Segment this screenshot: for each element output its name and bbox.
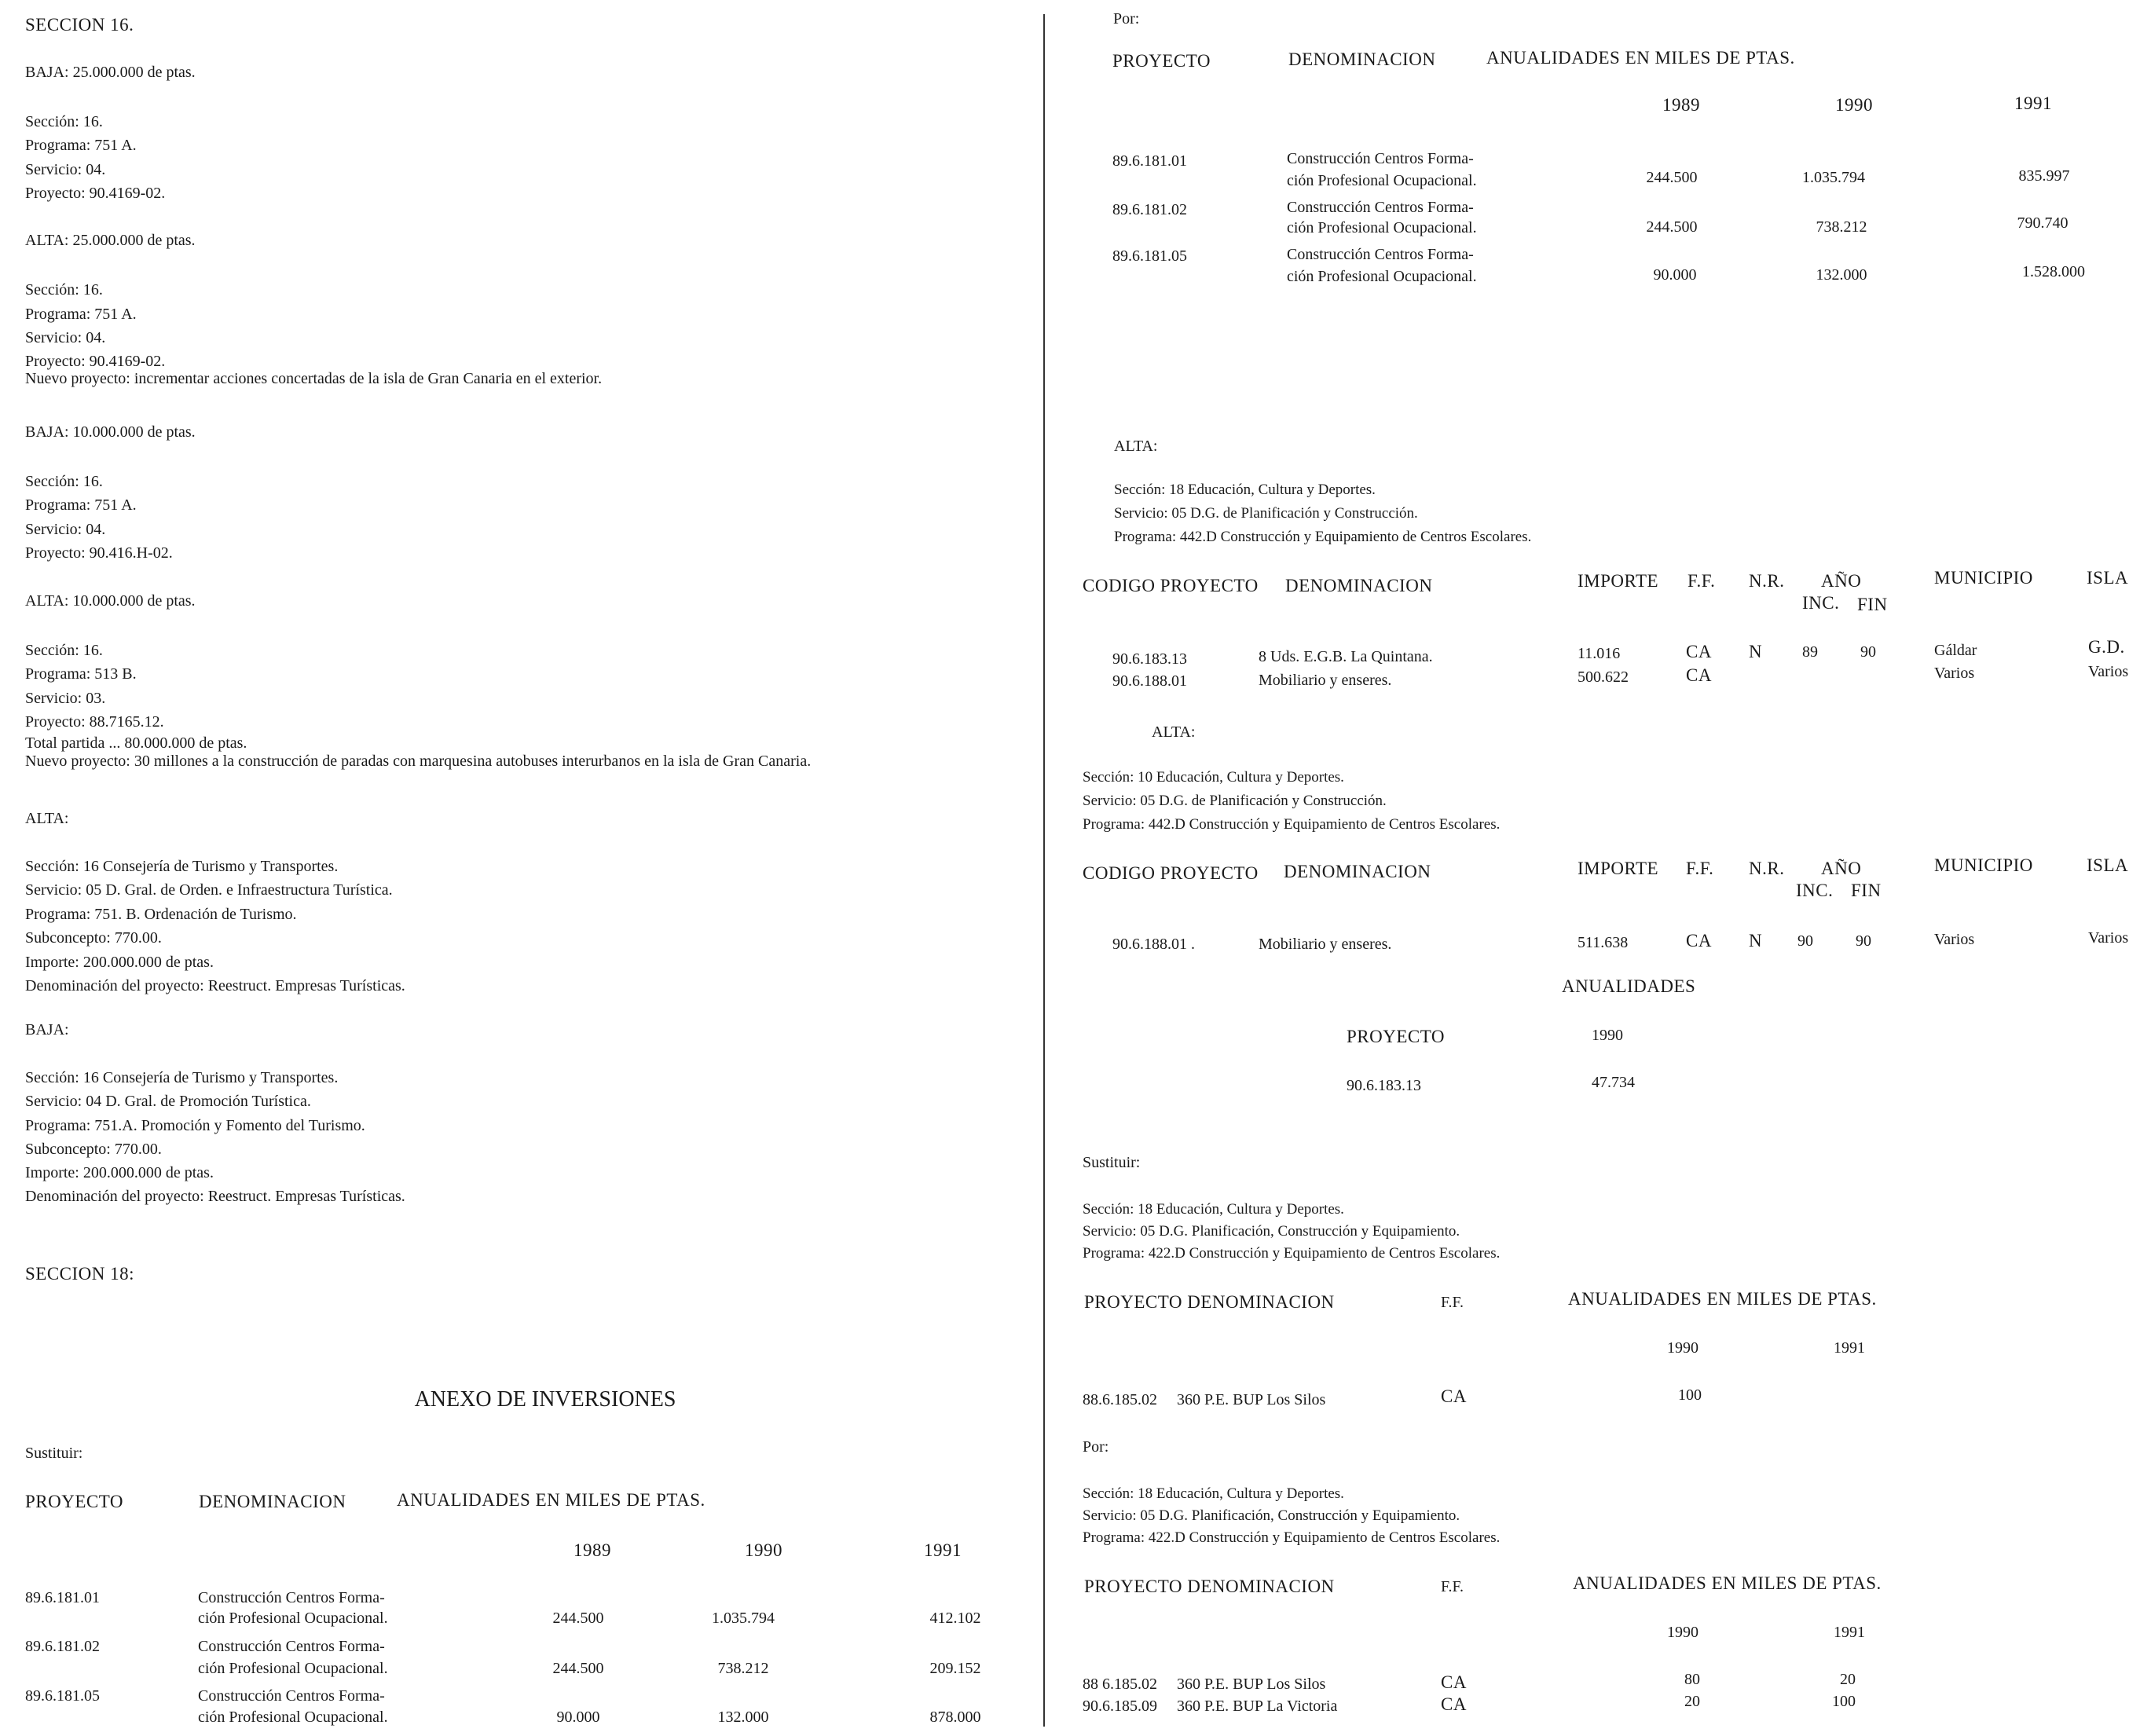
year-header: 1990 (1592, 1027, 1623, 1044)
value-cell: 790.740 (2017, 214, 2069, 232)
cell: Varios (2088, 663, 2129, 680)
project-code: 89.6.181.02 (1112, 201, 1187, 218)
value-cell: 100 (1832, 1693, 1856, 1710)
value-cell: 20 (1684, 1693, 1700, 1710)
cell: Mobiliario y enseres. (1259, 672, 1392, 689)
text-line: Servicio: 04. (25, 521, 106, 538)
project-code: 89.6.181.05 (25, 1687, 100, 1705)
text-line: Servicio: 05 D.G. Planificación, Construcción y Equipamiento. (1083, 1223, 1460, 1240)
por-label: Por: (1113, 10, 1140, 27)
sustituir-label: Sustituir: (1083, 1154, 1141, 1171)
column-header: N.R. (1749, 859, 1785, 878)
text-line: Proyecto: 90.4169-02. (25, 185, 166, 202)
alta-heading: ALTA: (1152, 723, 1196, 741)
project-desc: Construcción Centros Forma- (1287, 199, 1474, 216)
column-header: PROYECTO (1112, 51, 1211, 71)
text-line: Proyecto: 90.4169-02. (25, 353, 166, 370)
annex-title: ANEXO DE INVERSIONES (414, 1387, 676, 1412)
project-code: 88 6.185.02 (1083, 1676, 1157, 1693)
year-header: 1990 (745, 1540, 782, 1560)
value-cell: 90.000 (1653, 266, 1697, 284)
year-header: 1990 (1835, 95, 1873, 115)
text-line: Sección: 18 Educación, Cultura y Deportes. (1083, 1485, 1344, 1502)
cell: 511.638 (1578, 934, 1629, 951)
column-header: ANUALIDADES EN MILES DE PTAS. (1486, 48, 1795, 68)
column-header: IMPORTE (1578, 859, 1659, 878)
cell: 500.622 (1578, 668, 1629, 686)
year-header: 1991 (2014, 93, 2052, 113)
text-line: Proyecto: 88.7165.12. (25, 713, 164, 731)
column-header: N.R. (1749, 571, 1785, 591)
cell: CA (1686, 665, 1712, 685)
text-line: Subconcepto: 770.00. (25, 1141, 162, 1158)
text-line: Programa: 751. B. Ordenación de Turismo. (25, 906, 297, 923)
value-cell: 20 (1840, 1671, 1856, 1688)
project-desc: ción Profesional Ocupacional. (1287, 268, 1477, 285)
value-cell: 878.000 (929, 1709, 981, 1726)
section-heading: SECCION 18: (25, 1264, 135, 1284)
alta-line: ALTA: 10.000.000 de ptas. (25, 592, 196, 610)
proyecto-label: PROYECTO (1347, 1027, 1445, 1046)
cell: 89 (1802, 643, 1818, 661)
cell: 90 (1797, 932, 1813, 950)
project-code: 89.6.181.01 (25, 1589, 100, 1606)
cell: CA (1686, 642, 1712, 661)
column-header: PROYECTO (25, 1492, 123, 1511)
project-desc: ción Profesional Ocupacional. (1287, 172, 1477, 189)
value-cell: 738.212 (717, 1660, 769, 1677)
cell: CA (1441, 1672, 1467, 1692)
column-header: F.F. (1441, 1294, 1464, 1311)
project-desc: ción Profesional Ocupacional. (1287, 219, 1477, 236)
project-code: 89.6.181.01 (1112, 152, 1187, 170)
year-header: 1991 (924, 1540, 962, 1560)
value-cell: 835.997 (2018, 167, 2070, 185)
value-cell: 1.035.794 (1802, 169, 1865, 186)
column-header: ANUALIDADES EN MILES DE PTAS. (397, 1490, 705, 1510)
project-code: 88.6.185.02 (1083, 1391, 1157, 1408)
column-header: CODIGO PROYECTO (1083, 576, 1259, 595)
year-header: 1990 (1667, 1339, 1698, 1357)
column-header: FIN (1857, 595, 1888, 614)
text-line: Sección: 16. (25, 642, 103, 659)
value-cell: 47.734 (1592, 1074, 1635, 1091)
text-line: Programa: 442.D Construcción y Equipamiento de Centros Escolares. (1083, 816, 1501, 833)
project-code: 90.6.183.13 (1347, 1077, 1421, 1094)
project-desc: Construcción Centros Forma- (1287, 246, 1474, 263)
project-code: 89.6.181.05 (1112, 247, 1187, 265)
year-header: 1989 (1662, 95, 1700, 115)
column-header: DENOMINACION (1285, 576, 1433, 595)
project-desc: 360 P.E. BUP Los Silos (1177, 1676, 1326, 1693)
cell: 11.016 (1578, 645, 1621, 662)
cell: N (1749, 931, 1763, 950)
text-line: Programa: 751 A. (25, 137, 137, 154)
project-desc: Construcción Centros Forma- (1287, 150, 1474, 167)
text-line: Proyecto: 90.416.H-02. (25, 544, 173, 562)
text-line: Sección: 16. (25, 473, 103, 490)
cell: Mobiliario y enseres. (1259, 936, 1392, 953)
project-desc: ción Profesional Ocupacional. (198, 1709, 388, 1726)
column-header: ISLA (2087, 855, 2129, 875)
alta-heading: ALTA: (1114, 438, 1158, 455)
text-line: Sección: 16 Consejería de Turismo y Transportes. (25, 1069, 339, 1086)
text-line: Servicio: 05 D.G. Planificación, Construcción y Equipamiento. (1083, 1507, 1460, 1524)
alta-heading: ALTA: (25, 810, 69, 827)
column-header: F.F. (1686, 859, 1714, 878)
column-header: F.F. (1687, 571, 1716, 591)
column-header: FIN (1851, 881, 1882, 900)
year-header: 1989 (573, 1540, 611, 1560)
value-cell: 244.500 (1646, 169, 1698, 186)
text-line: Servicio: 04 D. Gral. de Promoción Turística. (25, 1093, 311, 1110)
value-cell: 100 (1678, 1386, 1702, 1404)
year-header: 1991 (1834, 1624, 1865, 1641)
cell: 90 (1860, 643, 1876, 661)
value-cell: 132.000 (1816, 266, 1867, 284)
text-line: Servicio: 05 D.G. de Planificación y Construcción. (1114, 505, 1418, 522)
project-desc: ción Profesional Ocupacional. (198, 1610, 388, 1627)
cell: 90 (1856, 932, 1871, 950)
text-line: Servicio: 04. (25, 329, 106, 346)
year-header: 1990 (1667, 1624, 1698, 1641)
text-line: Sección: 18 Educación, Cultura y Deportes. (1114, 482, 1376, 498)
section-heading: SECCION 16. (25, 15, 134, 35)
value-cell: 738.212 (1816, 218, 1867, 236)
column-header: MUNICIPIO (1934, 568, 2033, 588)
column-header: MUNICIPIO (1934, 855, 2033, 875)
column-header: CODIGO PROYECTO (1083, 863, 1259, 883)
text-line: Importe: 200.000.000 de ptas. (25, 954, 214, 971)
column-header: DENOMINACION (1288, 49, 1436, 69)
project-desc: 360 P.E. BUP La Victoria (1177, 1698, 1338, 1715)
alta-line: ALTA: 25.000.000 de ptas. (25, 232, 196, 249)
project-desc: Construcción Centros Forma- (198, 1638, 385, 1655)
anualidades-heading: ANUALIDADES (1562, 976, 1696, 996)
sustituir-label: Sustituir: (25, 1445, 83, 1462)
value-cell: 209.152 (929, 1660, 981, 1677)
text-line: Subconcepto: 770.00. (25, 929, 162, 947)
baja-line: BAJA: 10.000.000 de ptas. (25, 423, 196, 441)
text-line: Programa: 751.A. Promoción y Fomento del Turismo. (25, 1117, 365, 1134)
cell: 90.6.183.13 (1112, 650, 1187, 668)
cell: 90.6.188.01 (1112, 672, 1187, 690)
column-header: F.F. (1441, 1578, 1464, 1595)
project-code: 90.6.185.09 (1083, 1698, 1157, 1715)
text-line: Nuevo proyecto: incrementar acciones concertadas de la isla de Gran Canaria en el exterior. (25, 370, 603, 387)
column-header: PROYECTO DENOMINACION (1084, 1577, 1335, 1596)
project-desc: Construcción Centros Forma- (198, 1589, 385, 1606)
cell: Varios (1934, 931, 1975, 948)
text-line: Programa: 422.D Construcción y Equipamiento de Centros Escolares. (1083, 1245, 1501, 1262)
column-divider (1043, 14, 1045, 1727)
value-cell: 1.528.000 (2022, 263, 2085, 280)
project-desc: Construcción Centros Forma- (198, 1687, 385, 1705)
text-line: Programa: 513 B. (25, 665, 137, 683)
column-header: IMPORTE (1578, 571, 1659, 591)
cell: 90.6.188.01 . (1112, 936, 1195, 953)
text-line: Servicio: 05 D. Gral. de Orden. e Infraestructura Turística. (25, 881, 393, 899)
text-line: Sección: 18 Educación, Cultura y Deportes. (1083, 1201, 1344, 1218)
cell: CA (1441, 1386, 1467, 1406)
cell: 8 Uds. E.G.B. La Quintana. (1259, 648, 1433, 665)
cell: Varios (2088, 929, 2129, 947)
project-code: 89.6.181.02 (25, 1638, 100, 1655)
text-line: Servicio: 05 D.G. de Planificación y Construcción. (1083, 793, 1387, 809)
value-cell: 244.500 (552, 1610, 604, 1627)
value-cell: 244.500 (1646, 218, 1698, 236)
value-cell: 1.035.794 (712, 1610, 775, 1627)
project-desc: ción Profesional Ocupacional. (198, 1660, 388, 1677)
value-cell: 80 (1684, 1671, 1700, 1688)
column-header: DENOMINACION (1284, 862, 1431, 881)
text-line: Programa: 422.D Construcción y Equipamiento de Centros Escolares. (1083, 1529, 1501, 1546)
baja-line: BAJA: 25.000.000 de ptas. (25, 64, 196, 81)
text-line: Programa: 751 A. (25, 306, 137, 323)
text-line: Sección: 10 Educación, Cultura y Deportes. (1083, 769, 1344, 786)
project-desc: 360 P.E. BUP Los Silos (1177, 1391, 1326, 1408)
text-line: Sección: 16. (25, 113, 103, 130)
text-line: Denominación del proyecto: Reestruct. Empresas Turísticas. (25, 977, 405, 994)
column-header: INC. (1802, 593, 1840, 613)
column-header: ANUALIDADES EN MILES DE PTAS. (1573, 1573, 1882, 1593)
value-cell: 90.000 (556, 1709, 600, 1726)
text-line: Denominación del proyecto: Reestruct. Empresas Turísticas. (25, 1188, 405, 1205)
column-header: ANUALIDADES EN MILES DE PTAS. (1568, 1289, 1877, 1309)
value-cell: 412.102 (929, 1610, 981, 1627)
text-line: Total partida ... 80.000.000 de ptas. (25, 734, 247, 752)
column-header: INC. (1796, 881, 1834, 900)
text-line: Importe: 200.000.000 de ptas. (25, 1164, 214, 1181)
text-line: Sección: 16. (25, 281, 103, 298)
column-header: AÑO (1821, 571, 1862, 591)
cell: Varios (1934, 665, 1975, 682)
text-line: Nuevo proyecto: 30 millones a la construcción de paradas con marquesina autobuses interurbanos en la isla de Gran Canaria. (25, 753, 812, 770)
value-cell: 132.000 (717, 1709, 769, 1726)
por-label: Por: (1083, 1438, 1109, 1456)
cell: CA (1441, 1694, 1467, 1714)
year-header: 1991 (1834, 1339, 1865, 1357)
text-line: Sección: 16 Consejería de Turismo y Transportes. (25, 858, 339, 875)
column-header: PROYECTO DENOMINACION (1084, 1292, 1335, 1312)
cell: N (1749, 642, 1763, 661)
baja-heading: BAJA: (25, 1021, 69, 1038)
cell: CA (1686, 931, 1712, 950)
text-line: Programa: 751 A. (25, 496, 137, 514)
cell: Gáldar (1934, 642, 1977, 659)
text-line: Servicio: 03. (25, 690, 106, 707)
value-cell: 244.500 (552, 1660, 604, 1677)
text-line: Servicio: 04. (25, 161, 106, 178)
cell: G.D. (2088, 637, 2125, 657)
text-line: Programa: 442.D Construcción y Equipamiento de Centros Escolares. (1114, 529, 1532, 545)
column-header: DENOMINACION (199, 1492, 346, 1511)
column-header: ISLA (2087, 568, 2129, 588)
column-header: AÑO (1821, 859, 1862, 878)
